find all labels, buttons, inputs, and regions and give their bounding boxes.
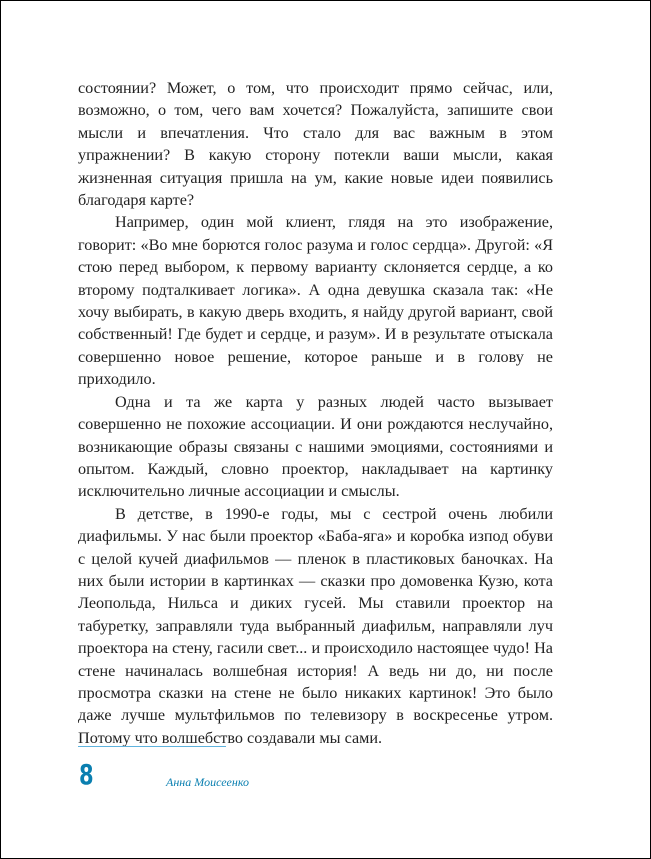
- paragraph: Например, один мой клиент, глядя на это изображение, говорит: «Во мне борются голос разума и голос сердца». Другой: «Я стою перед выбором, к первому варианту склоняется сердце, а ко второму подталкивает логика». А одна девушка сказала так: «Не хочу выбирать, в какую дверь входить, я найду другой вариант, свой собственный! Где будет и сердце, и разум». И в результате отыскала совершенно новое решение, которое раньше и в голову не приходило.: [78, 213, 553, 389]
- body-text: [78, 77, 553, 749]
- page-number: 8: [79, 758, 94, 791]
- paragraph: Одна и та же карта у разных людей часто вызывает совершенно не похожие ассоциации. И они рождаются неслучайно, возникающие образы связаны с нашими эмоциями, состояниями и опытом. Каждый, словно проектор, накладывает на картинку исключительно личные ассоциации и смыслы.: [78, 392, 553, 501]
- footer-divider: [78, 746, 226, 747]
- paragraph: В детстве, в 1990-е годы, мы с сестрой очень любили диафильмы. У нас были проектор «Баба-яга» и коробка изпод обуви с целой кучей диафильмов — пленок в пластиковых баночках. На них были истории в картинках — сказки про домовенка Кузю, кота Леопольда, Нильса и диких гусей. Мы ставили проектор на табуретку, заправляли туда выбранный диафильм, направляли луч проектора на стену, гасили свет... и происходило настоящее чудо! На стене начиналась волшебная история! А ведь ни до, ни после просмотра сказки на стене не было никаких картинок! Это было даже лучше мультфильмов по телевизору в воскресенье утром. Потому что волшебство создавали мы сами.: [78, 504, 553, 747]
- paragraph: состоянии? Может, о том, что происходит прямо сейчас, или, возможно, о том, чего вам хочется? Пожалуйста, запишите свои мысли и впечатления. Что стало для вас важным в этом упражнении? В какую сторону потекли ваши мысли, какая жизненная ситуация пришла на ум, какие новые идеи появились благодаря карте?: [78, 79, 553, 210]
- running-footer-author: Анна Моисеенко: [166, 775, 249, 789]
